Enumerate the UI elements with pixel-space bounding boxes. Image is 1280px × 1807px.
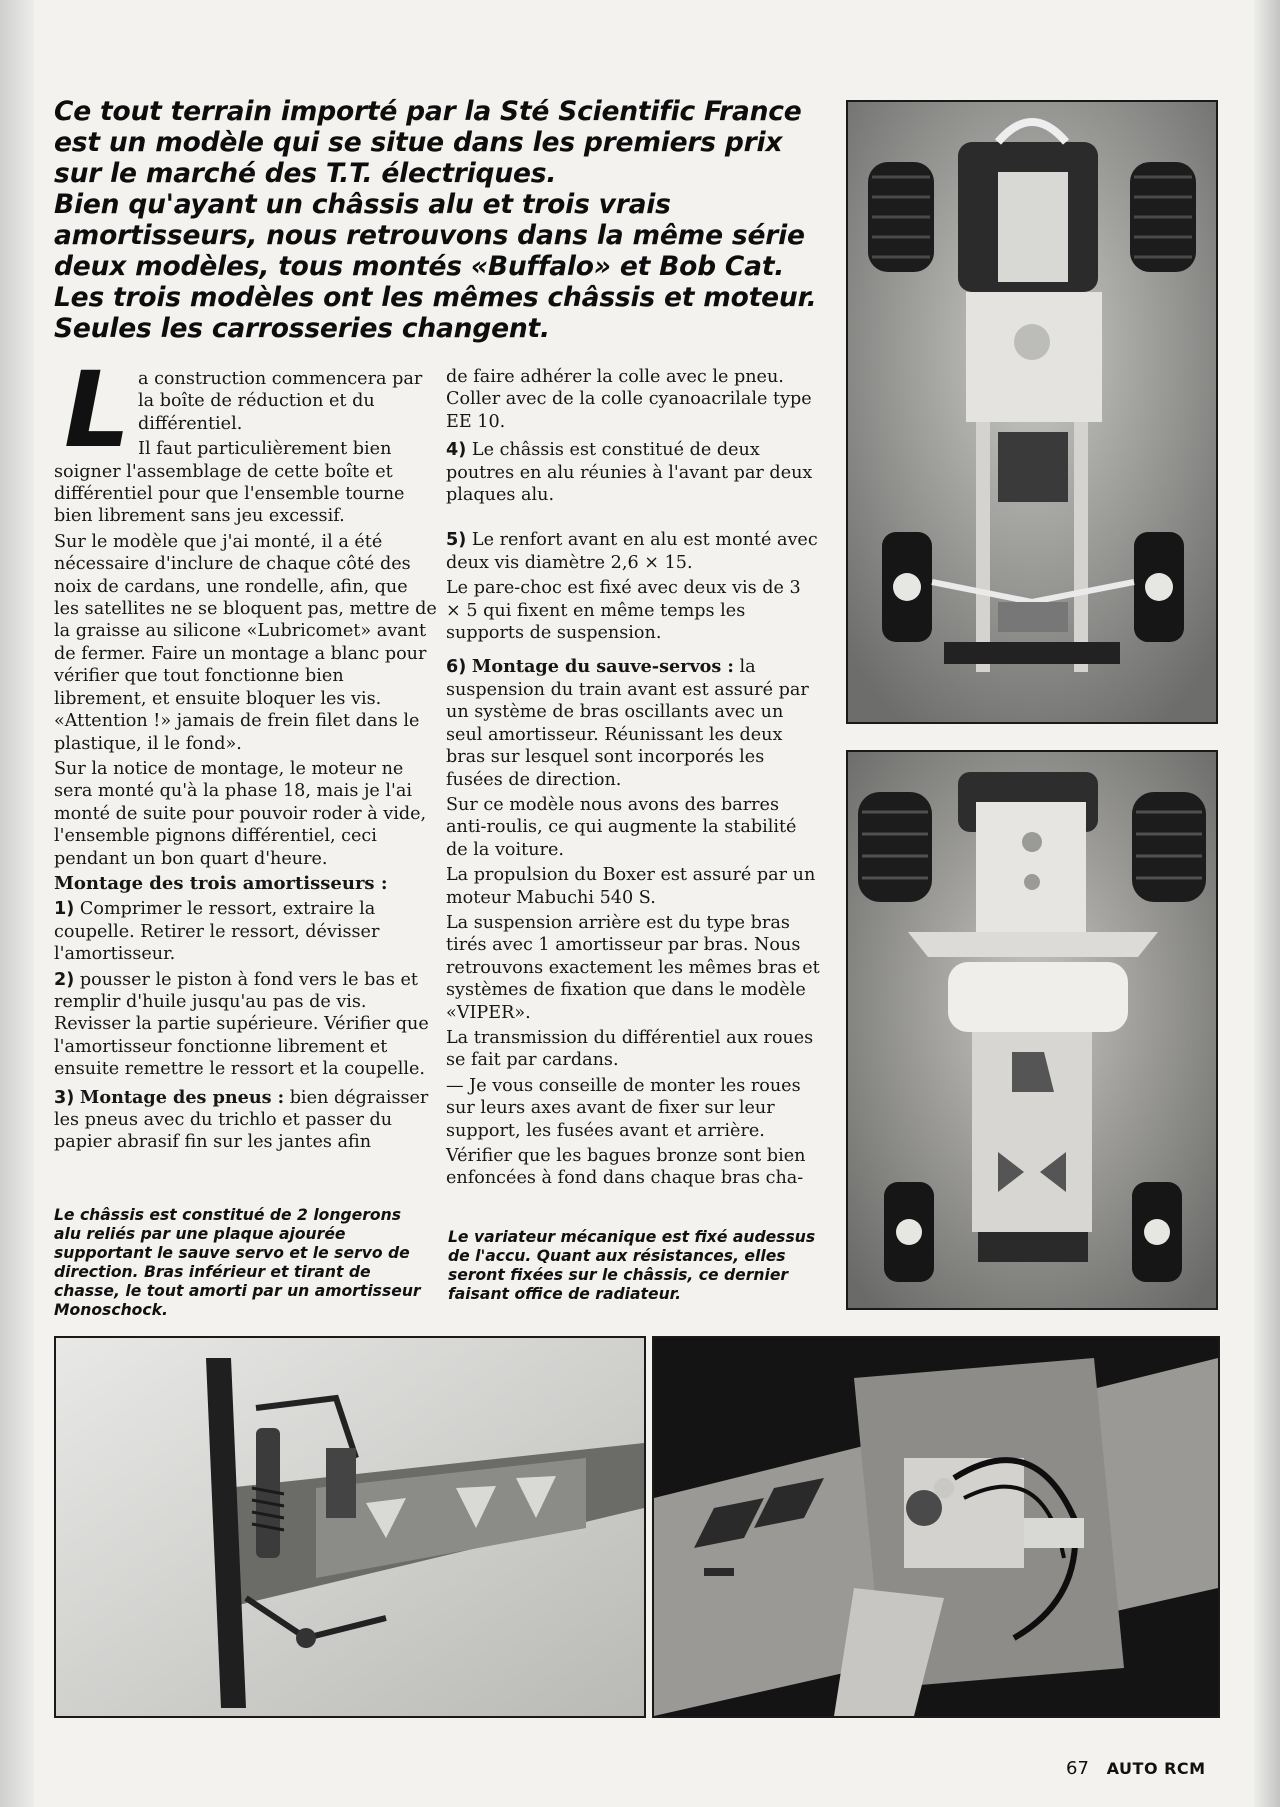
step-2-text: pousser le piston à fond vers le bas et remplir d'huile jusqu'au pas de vis. Revisser la partie supérieure. Vérifier que l'amortisseur fonctionne librement et ensuite remettre le ressort et la coupelle. <box>54 969 429 1080</box>
step-4-number: 4) <box>446 440 467 461</box>
photo-variator-servo <box>652 1336 1220 1718</box>
photo-chassis-with-battery <box>846 750 1218 1310</box>
step-6 <box>446 656 820 790</box>
col2-para-8: Vérifier que les bagues bronze sont bien enfoncées à fond dans chaque bras cha- <box>446 1146 806 1189</box>
photo-front-suspension <box>54 1336 646 1718</box>
step-2-number: 2) <box>54 969 75 990</box>
col1-para-2: Il faut particulièrement bien soigner l'assemblage de cette boîte et différentiel pour que l'ensemble tourne bien librement sans jeu excessif. <box>54 439 405 527</box>
drop-cap: L <box>64 349 131 471</box>
col2-para-2: Le pare-choc est fixé avec deux vis de 3 × 5 qui fixent en même temps les supports de suspension. <box>446 578 801 644</box>
col1-para-4: Sur la notice de montage, le moteur ne sera monté qu'à la phase 18, mais je l'ai monté de suite pour pouvoir roder à vide, l'ensemble pignons différentiel, ceci pendant un bon quart d'heure. <box>54 758 427 869</box>
step-4 <box>446 439 820 506</box>
photo-chassis-top-view <box>846 100 1218 724</box>
step-2 <box>54 969 438 1081</box>
step-6-number: 6) <box>446 657 467 678</box>
col1-para-3: Sur le modèle que j'ai monté, il a été nécessaire d'inclure de chaque côté des noix de cardans, une rondelle, afin, que les satellites ne se bloquent pas, mettre de la graisse au silicone «Lubricomet» avant de fermer. Faire un montage a blanc pour vérifier que tout fonctionne bien librement, et ensuite bloquer les vis. «Attention !» jamais de frein filet dans le plastique, il le fond». <box>54 531 437 754</box>
magazine-name: AUTO RCM <box>1106 1759 1206 1778</box>
page-number: 67 <box>1066 1758 1089 1779</box>
caption-right: Le variateur mécanique est fixé audessus de l'accu. Quant aux résistances, elles seront fixées sur le châssis, ce dernier faisant office de radiateur. <box>448 1228 816 1303</box>
intro-line-1: Ce tout terrain importé par la Sté Scientific France est un modèle qui se situe dans les premiers prix sur le marché des T.T. électriques. <box>54 96 802 189</box>
step-1-number: 1) <box>54 899 75 920</box>
col2-para-1: de faire adhérer la colle avec le pneu. Coller avec de la colle cyanoacrilale type EE 10. <box>446 367 812 432</box>
intro-paragraph <box>54 96 832 344</box>
step-5-text: Le renfort avant en alu est monté avec deux vis diamètre 2,6 × 15. <box>446 530 818 573</box>
col2-para-6: La transmission du différentiel aux roues se fait par cardans. <box>446 1027 814 1071</box>
col2-para-4: La propulsion du Boxer est assuré par un moteur Mabuchi 540 S. <box>446 865 816 908</box>
section-heading-amortisseurs: Montage des trois amortisseurs : <box>54 872 388 894</box>
step-6-heading: Montage du sauve-servos : <box>471 656 734 678</box>
caption-left: Le châssis est constitué de 2 longerons alu reliés par une plaque ajourée supportant le sauve servo et le servo de direction. Bras inférieur et tirant de chasse, le tout amorti par un amortisseur Monoschock. <box>54 1206 421 1319</box>
step-3 <box>54 1087 438 1154</box>
col2-para-5: La suspension arrière est du type bras tirés avec 1 amortisseur par bras. Nous retrouvons exactement les mêmes bras et systèmes de fixation que dans le modèle «VIPER». <box>446 912 820 1023</box>
step-6-text: la suspension du train avant est assuré par un système de bras oscillants avec un seul amortisseur. Réunissant les deux bras sur lesquel sont incorporés les fusées de direction. <box>446 657 809 790</box>
step-5 <box>446 529 820 574</box>
intro-line-2: Bien qu'ayant un châssis alu et trois vrais amortisseurs, nous retrouvons dans la même série deux modèles, tous montés «Buffalo» et Bob Cat. Les trois modèles ont les mêmes châssis et moteur. Seules les carrosseries changent. <box>54 189 817 344</box>
step-1 <box>54 898 438 965</box>
step-1-text: Comprimer le ressort, extraire la coupelle. Retirer le ressort, dévisser l'amortisseur. <box>54 899 380 965</box>
col2-para-7: — Je vous conseille de monter les roues sur leurs axes avant de fixer sur leur support, les fusées avant et arrière. <box>446 1075 801 1141</box>
page-footer <box>1066 1758 1226 1779</box>
spacer <box>446 509 820 523</box>
page-left-edge <box>0 0 34 1807</box>
article-column-1 <box>54 349 438 1157</box>
step-4-text: Le châssis est constitué de deux poutres en alu réunies à l'avant par deux plaques alu. <box>446 440 813 506</box>
step-3-heading: Montage des pneus : <box>79 1086 285 1108</box>
col1-para-1: a construction commencera par la boîte de réduction et du différentiel. <box>138 369 423 434</box>
page-right-edge <box>1254 0 1280 1807</box>
article-column-2 <box>446 366 820 1193</box>
step-3-number: 3) <box>54 1087 75 1108</box>
step-3-text: bien dégraisser les pneus avec du trichlo et passer du papier abrasif fin sur les jantes afin <box>54 1087 429 1153</box>
col2-para-3: Sur ce modèle nous avons des barres anti-roulis, ce qui augmente la stabilité de la voiture. <box>446 794 797 860</box>
step-5-number: 5) <box>446 530 467 551</box>
